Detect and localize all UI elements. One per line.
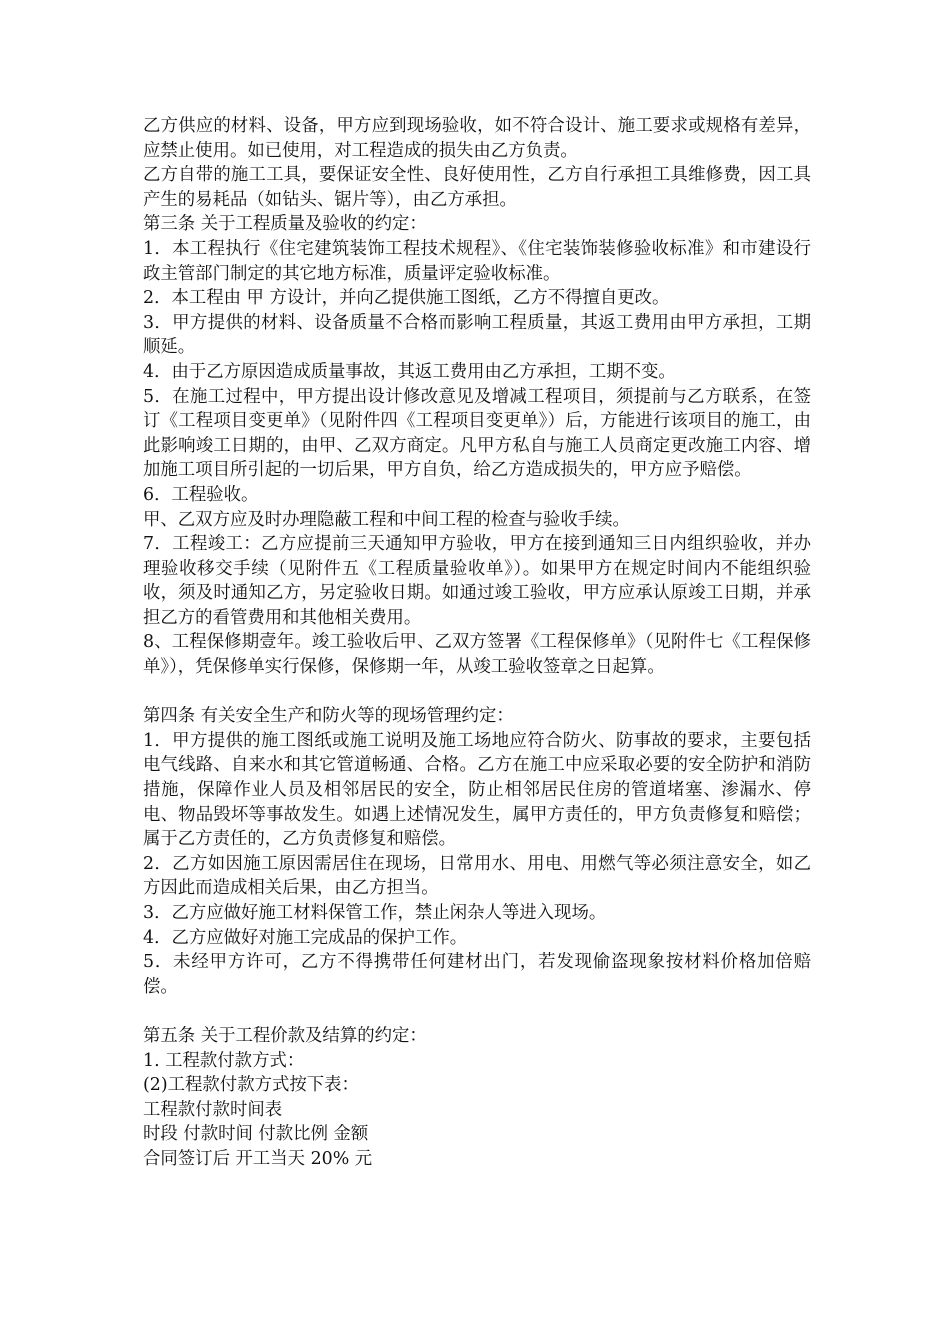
payment-table-row: 合同签订后 开工当天 20% 元	[143, 1148, 373, 1169]
section-heading-5: 第五条 关于工程价款及结算的约定：	[143, 1025, 427, 1046]
clause-3-2: 2．本工程由 甲 方设计，并向乙提供施工图纸，乙方不得擅自更改。	[143, 288, 670, 309]
clause-3-8: 8、工程保修期壹年。竣工验收后甲、乙双方签署《工程保修单》（见附件七《工程保修单》），凭保修单实行保修，保修期一年，从竣工验收签章之日起算。	[143, 632, 811, 678]
clause-4-1: 1．甲方提供的施工图纸或施工说明及施工场地应符合防火、防事故的要求，主要包括电气线路、自来水和其它管道畅通、合格。乙方在施工中应采取必要的安全防护和消防措施，保障作业人员及相邻居民的安全，防止相邻居民住房的管道堵塞、渗漏水、停电、物品毁坏等事故发生。如遇上述情况发生，属甲方责任的，甲方负责修复和赔偿；属于乙方责任的，乙方负责修复和赔偿。	[143, 730, 811, 850]
clause-4-2: 2．乙方如因施工原因需居住在现场，日常用水、用电、用燃气等必须注意安全，如乙方因此而造成相关后果，由乙方担当。	[143, 853, 811, 899]
clause-3-6: 6．工程验收。	[143, 484, 259, 505]
blank-line	[143, 680, 811, 705]
clause-4-5: 5．未经甲方许可，乙方不得携带任何建材出门，若发现偷盗现象按材料价格加倍赔偿。	[143, 952, 811, 997]
paragraph: 甲、乙双方应及时办理隐蔽工程和中间工程的检查与验收手续。	[143, 509, 630, 530]
clause-3-3: 3．甲方提供的材料、设备质量不合格而影响工程质量，其返工费用由甲方承担，工期顺延。	[143, 312, 811, 358]
clause-3-7: 7．工程竣工：乙方应提前三天通知甲方验收，甲方在接到通知三日内组织验收，并办理验收移交手续（见附件五《工程质量验收单》）。如果甲方在规定时间内不能组织验收，须及时通知乙方，另定验收日期。如通过竣工验收，甲方应承认原竣工日期，并承担乙方的看管费用和其他相关费用。	[143, 534, 811, 628]
blank-line	[143, 999, 811, 1024]
clause-3-5: 5．在施工过程中，甲方提出设计修改意见及增减工程项目，须提前与乙方联系，在签订《工程项目变更单》（见附件四《工程项目变更单》）后，方能进行该项目的施工，由此影响竣工日期的，由甲、乙双方商定。凡甲方私自与施工人员商定更改施工内容、增加施工项目所引起的一切后果，甲方自负，给乙方造成损失的，甲方应予赔偿。	[143, 386, 811, 481]
paragraph: 乙方供应的材料、设备，甲方应到现场验收，如不符合设计、施工要求或规格有差异，应禁止使用。如已使用，对工程造成的损失由乙方负责。	[143, 116, 811, 161]
clause-4-3: 3．乙方应做好施工材料保管工作，禁止闲杂人等进入现场。	[143, 903, 607, 923]
clause-5-1-2: (2)工程款付款方式按下表：	[143, 1075, 359, 1096]
clause-3-1: 1．本工程执行《住宅建筑装饰工程技术规程》、《住宅装饰装修验收标准》和市建设行政主管部门制定的其它地方标准，质量评定验收标准。	[143, 238, 811, 284]
payment-table-header: 时段 付款时间 付款比例 金额	[143, 1124, 369, 1145]
clause-3-4: 4．由于乙方原因造成质量事故，其返工费用由乙方承担，工期不变。	[143, 361, 676, 382]
section-heading-4: 第四条 有关安全生产和防火等的现场管理约定：	[143, 706, 514, 727]
paragraph: 乙方自带的施工工具，要保证安全性、良好使用性，乙方自行承担工具维修费，因工具产生的易耗品（如钻头、锯片等），由乙方承担。	[143, 165, 811, 210]
section-heading-3: 第三条 关于工程质量及验收的约定：	[143, 214, 427, 235]
document-body	[143, 114, 811, 1172]
clause-4-4: 4．乙方应做好对施工完成品的保护工作。	[143, 927, 468, 948]
payment-table-title: 工程款付款时间表	[143, 1099, 283, 1120]
clause-5-1: 1. 工程款付款方式：	[143, 1050, 305, 1071]
